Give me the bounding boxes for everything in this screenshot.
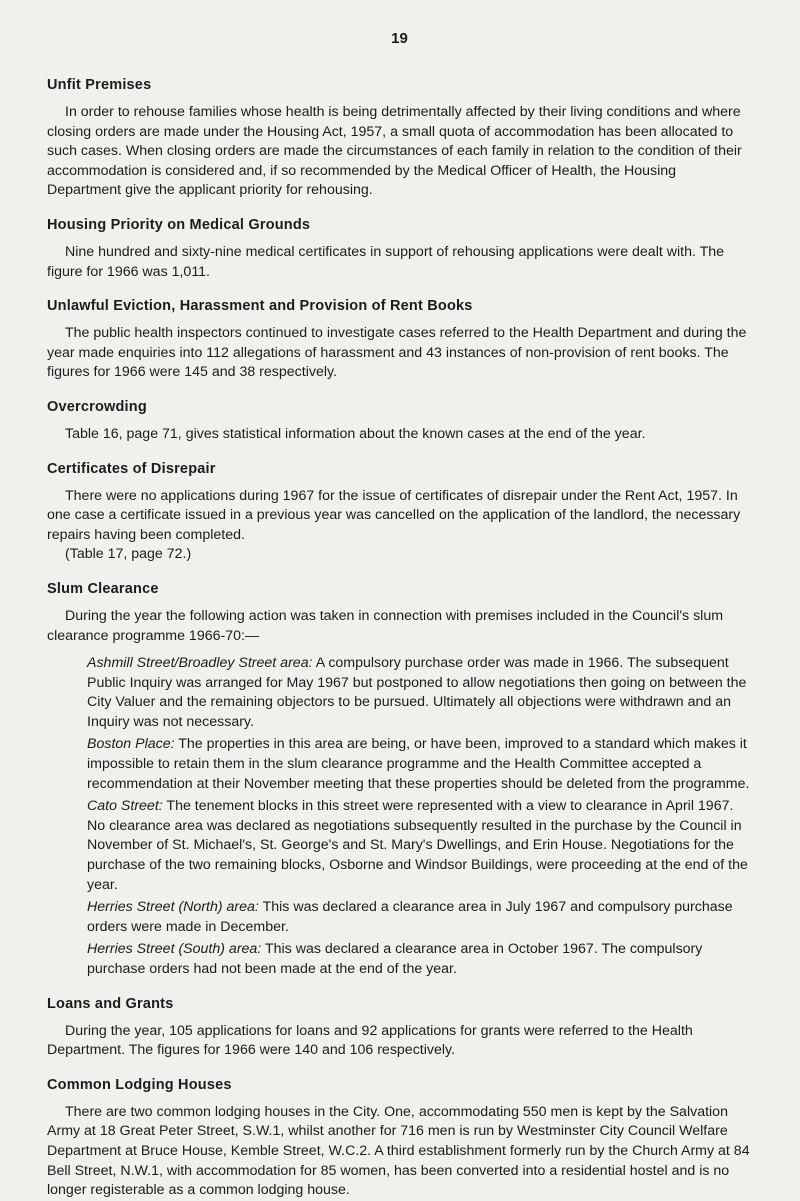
list-item: [47, 940, 752, 979]
section-overcrowding: [47, 399, 752, 445]
paragraph: Table 16, page 71, gives statistical information about the known cases at the end of the year.: [65, 425, 646, 442]
section-heading: Slum Clearance: [47, 580, 159, 597]
list-item: [47, 654, 752, 732]
item-lead: Herries Street (South) area:: [87, 941, 262, 958]
list-item: [47, 898, 752, 937]
paragraph: During the year the following action was taken in connection with premises included in the Council's slum clearance programme 1966-70:—: [47, 607, 724, 644]
item-text: The properties in this area are being, or have been, improved to a standard which makes it impossible to retain them in the slum clearance programme and the Health Committee accepted a recommendation at their November meeting that these properties should be deleted from the programme.: [87, 736, 750, 792]
section-heading: Overcrowding: [47, 398, 147, 415]
section-heading: Certificates of Disrepair: [47, 460, 216, 477]
list-item: [47, 735, 752, 794]
item-text: A compulsory purchase order was made in 1966. The subsequent Public Inquiry was arranged for May 1967 but postponed to allow negotiations then going on between the City Valuer and the remaining objectors to be pursued. Ultimately all objections were withdrawn and an Inquiry was not necessary.: [87, 655, 747, 730]
table-reference: (Table 17, page 72.): [65, 546, 192, 563]
section-loans-and-grants: [47, 996, 752, 1061]
paragraph: The public health inspectors continued to investigate cases referred to the Health Department and during the year made enquiries into 112 allegations of harassment and 43 instances of non-provision of rent books. The figures for 1966 were 145 and 38 respectively.: [47, 325, 747, 381]
section-unlawful-eviction: [47, 298, 752, 383]
item-lead: Cato Street:: [87, 798, 163, 815]
paragraph: Nine hundred and sixty-nine medical certificates in support of rehousing applications were dealt with. The figure for 1966 was 1,011.: [47, 243, 725, 280]
list-item: [47, 797, 752, 895]
section-certificates-of-disrepair: [47, 461, 752, 565]
item-text: This was declared a clearance area in July 1967 and compulsory purchase orders were made in December.: [87, 899, 733, 935]
section-unfit-premises: [47, 77, 752, 201]
page-number: 19: [391, 30, 408, 47]
section-slum-clearance: [47, 581, 752, 980]
paragraph: There are two common lodging houses in the City. One, accommodating 550 men is kept by the Salvation Army at 18 Great Peter Street, S.W.1, whilst another for 716 men is run by Westminster City Council Welfare Department at Bruce House, Kemble Street, W.C.2. A third establishment formerly run by the Church Army at 84 Bell Street, N.W.1, with accommodation for 85 women, has been converted into a residential hostel and is no longer registerable as a common lodging house.: [47, 1103, 750, 1199]
section-heading: Housing Priority on Medical Grounds: [47, 216, 311, 233]
item-text: This was declared a clearance area in October 1967. The compulsory purchase orders had not been made at the end of the year.: [87, 941, 703, 977]
section-housing-priority: [47, 217, 752, 282]
item-text: The tenement blocks in this street were represented with a view to clearance in April 1967. No clearance area was declared as negotiations subsequently resulted in the purchase by the Council in November of St. Michael's, St. George's and St. Mary's Dwellings, and Erin House. Negotiations for the purchase of the two remaining blocks, Osborne and Windsor Buildings, were proceeding at the end of the year.: [87, 798, 748, 893]
paragraph: In order to rehouse families whose health is being detrimentally affected by their living conditions and where closing orders are made under the Housing Act, 1957, a small quota of accommodation has been allocated to such cases. When closing orders are made the circumstances of each family in relation to the condition of their accommodation is considered and, if so recommended by the Medical Officer of Health, the Housing Department give the applicant priority for rehousing.: [47, 104, 742, 199]
item-lead: Boston Place:: [87, 736, 175, 753]
paragraph: During the year, 105 applications for loans and 92 applications for grants were referred to the Health Department. The figures for 1966 were 140 and 106 respectively.: [47, 1022, 693, 1059]
section-heading: Unfit Premises: [47, 77, 152, 93]
item-lead: Herries Street (North) area:: [87, 899, 259, 916]
item-lead: Ashmill Street/Broadley Street area:: [87, 655, 313, 672]
section-heading: Common Lodging Houses: [47, 1076, 232, 1093]
section-heading: Unlawful Eviction, Harassment and Provision of Rent Books: [47, 298, 473, 315]
section-common-lodging-houses: [47, 1077, 752, 1201]
paragraph: There were no applications during 1967 for the issue of certificates of disrepair under the Rent Act, 1957. In one case a certificate issued in a previous year was cancelled on the application of the landlord, the necessary repairs having been completed.: [47, 487, 741, 543]
section-heading: Loans and Grants: [47, 995, 174, 1012]
